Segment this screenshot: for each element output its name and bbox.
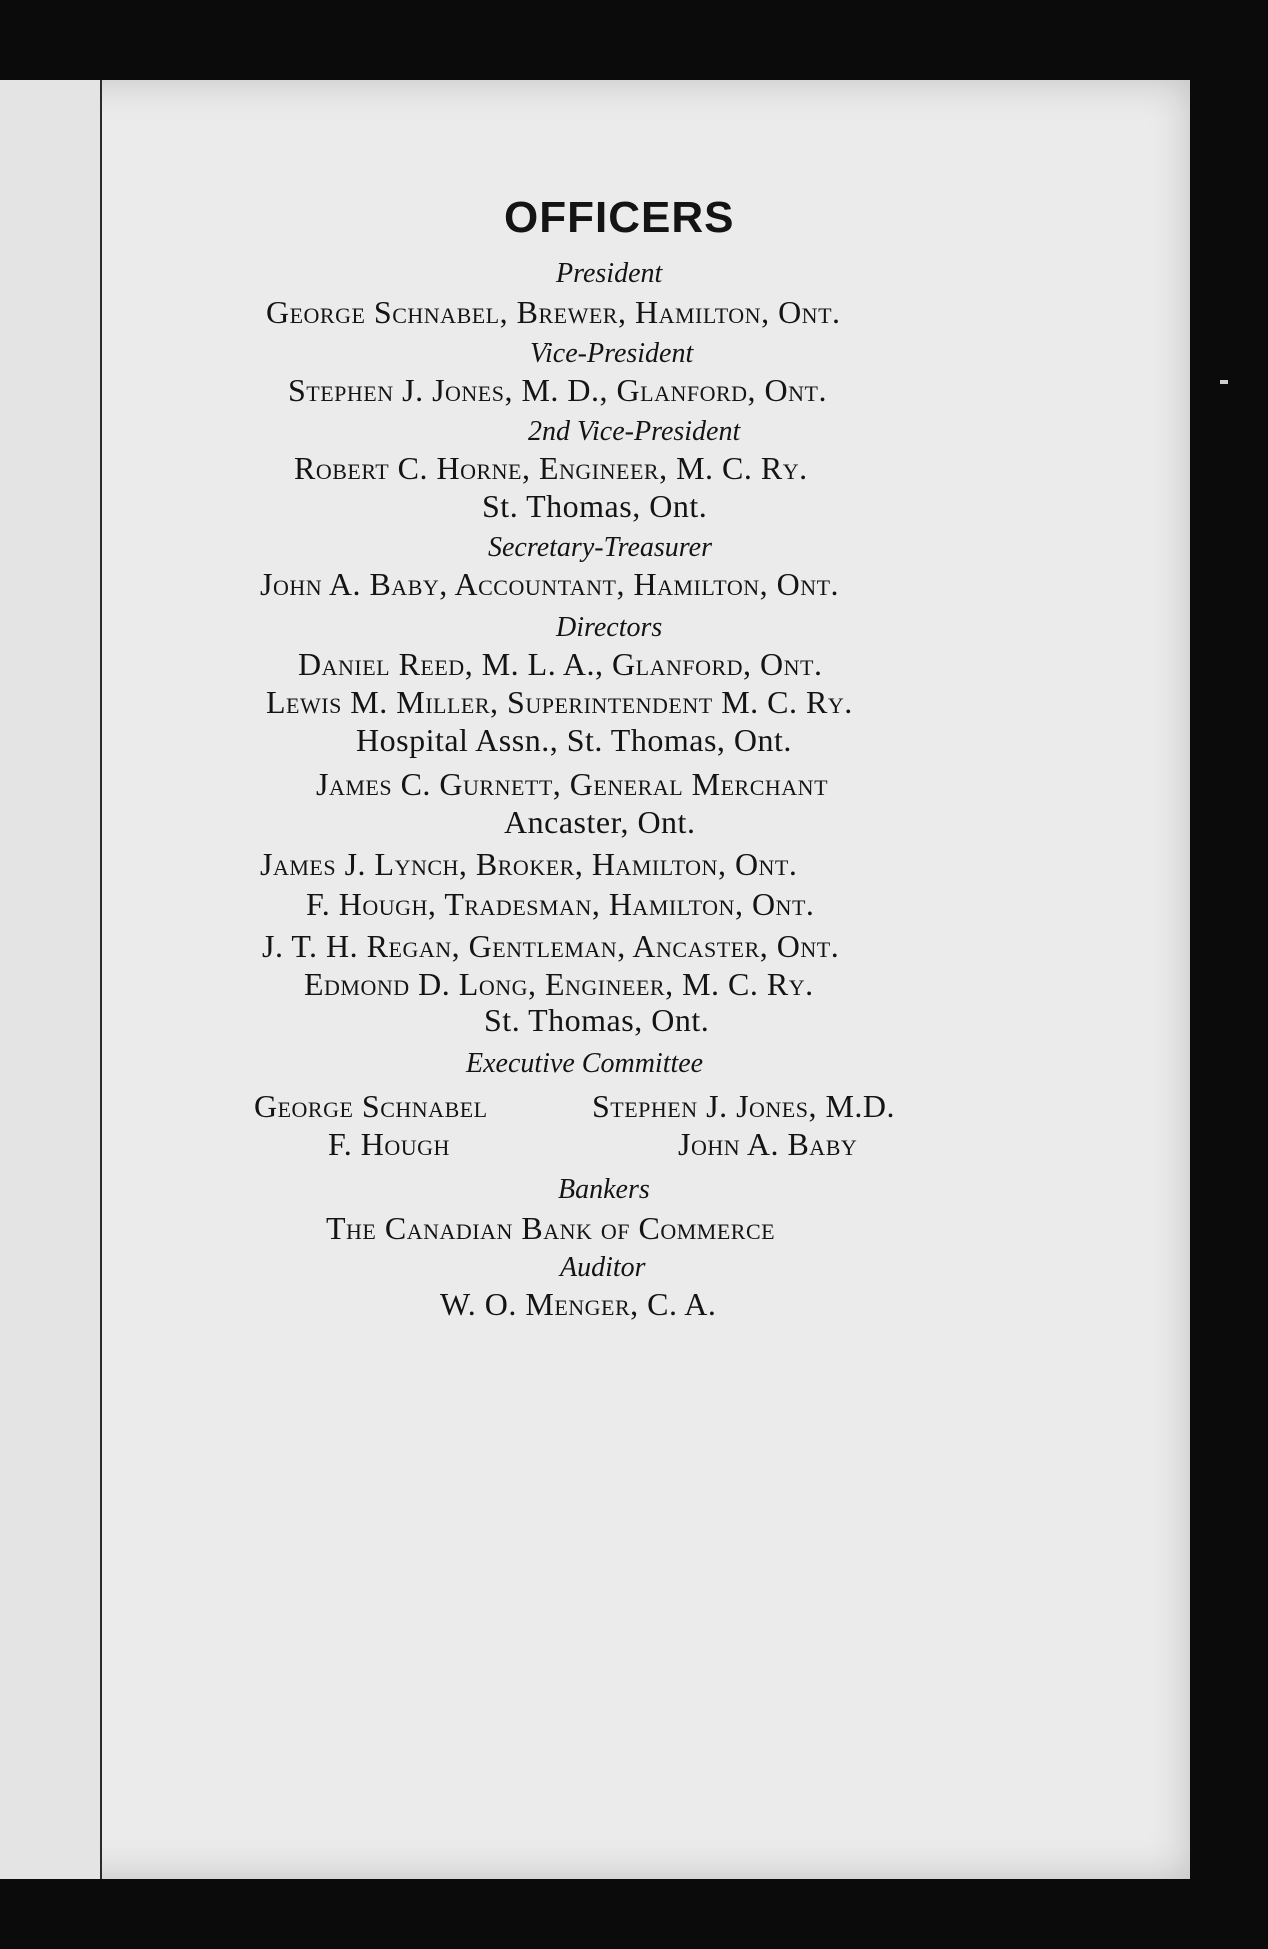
second-vice-president-heading: 2nd Vice-President: [528, 416, 741, 447]
director-gurnett-line2: Ancaster, Ont.: [504, 804, 696, 840]
president-heading: President: [556, 258, 663, 289]
director-miller-line2: Hospital Assn., St. Thomas, Ont.: [356, 722, 792, 758]
scan-speck: [1220, 380, 1228, 384]
director-gurnett-line1: James C. Gurnett, General Merchant: [316, 766, 829, 802]
directors-heading: Directors: [556, 612, 663, 643]
director-hough: F. Hough, Tradesman, Hamilton, Ont.: [306, 886, 815, 922]
executive-member-jones: Stephen J. Jones, M.D.: [592, 1088, 896, 1124]
bankers-name: The Canadian Bank of Commerce: [326, 1210, 776, 1246]
director-lynch: James J. Lynch, Broker, Hamilton, Ont.: [260, 846, 798, 882]
director-long-line2: St. Thomas, Ont.: [484, 1002, 710, 1038]
bankers-heading: Bankers: [558, 1174, 650, 1205]
second-vice-president-line2: St. Thomas, Ont.: [482, 488, 708, 524]
executive-member-baby: John A. Baby: [678, 1126, 858, 1162]
secretary-treasurer-heading: Secretary-Treasurer: [488, 532, 712, 563]
secretary-treasurer-name: John A. Baby, Accountant, Hamilton, Ont.: [260, 566, 840, 602]
page-title: OFFICERS: [504, 193, 735, 242]
vice-president-name: Stephen J. Jones, M. D., Glanford, Ont.: [288, 372, 827, 408]
director-long-line1: Edmond D. Long, Engineer, M. C. Ry.: [304, 966, 814, 1002]
executive-member-hough: F. Hough: [328, 1126, 450, 1162]
executive-member-schnabel: George Schnabel: [254, 1088, 488, 1124]
executive-committee-heading: Executive Committee: [466, 1048, 704, 1079]
director-miller-line1: Lewis M. Miller, Superintendent M. C. Ry.: [266, 684, 853, 720]
president-name: George Schnabel, Brewer, Hamilton, Ont.: [266, 294, 841, 330]
vice-president-heading: Vice-President: [530, 338, 694, 369]
second-vice-president-line1: Robert C. Horne, Engineer, M. C. Ry.: [294, 450, 808, 486]
auditor-name: W. O. Menger, C. A.: [440, 1286, 717, 1322]
director-regan: J. T. H. Regan, Gentleman, Ancaster, Ont.: [262, 928, 840, 964]
auditor-heading: Auditor: [560, 1252, 646, 1283]
page-fold: [0, 80, 102, 1879]
director-reed: Daniel Reed, M. L. A., Glanford, Ont.: [298, 646, 823, 682]
scanned-page: [0, 80, 1190, 1879]
